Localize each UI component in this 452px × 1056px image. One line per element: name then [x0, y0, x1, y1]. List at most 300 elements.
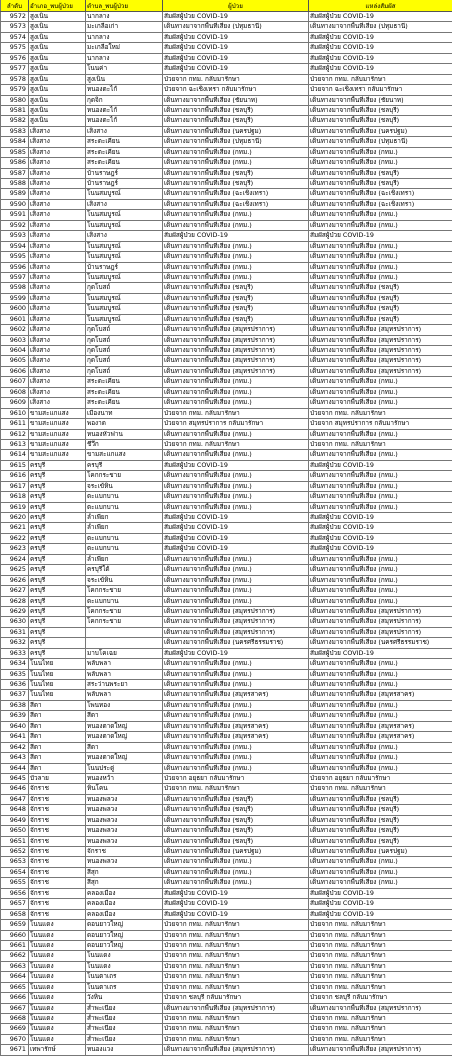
cell-subdistrict: โคกกระชาย	[86, 617, 163, 627]
cell-source: เดินทางมาจากพื้นที่เสี่ยง (สมุทรปราการ)	[309, 325, 452, 335]
cell-district: ขามสะแกแสง	[29, 408, 86, 418]
cell-district: ครบุรี	[29, 554, 86, 564]
table-row	[1, 523, 452, 533]
cell-subdistrict: โคกกระชาย	[86, 586, 163, 596]
table-row	[1, 179, 452, 189]
cell-no: 9572	[1, 12, 29, 22]
table-row	[1, 450, 452, 460]
cell-subdistrict: กุดจิก	[86, 95, 163, 105]
cell-patient: เดินทางมาจากพื้นที่เสี่ยง (สมุทรปราการ)	[163, 1045, 309, 1055]
table-row	[1, 346, 452, 356]
cell-source: เดินทางมาจากพื้นที่เสี่ยง (สมุทรสาคร)	[309, 690, 452, 700]
cell-patient: เดินทางมาจากพื้นที่เสี่ยง (สมุทรปราการ)	[163, 346, 309, 356]
cell-no: 9621	[1, 523, 29, 533]
cell-no: 9629	[1, 606, 29, 616]
cell-source: เดินทางมาจากพื้นที่เสี่ยง (ชลบุรี)	[309, 293, 452, 303]
table-row	[1, 606, 452, 616]
cell-source: เดินทางมาจากพื้นที่เสี่ยง (ชลบุรี)	[309, 304, 452, 314]
cell-no: 9573	[1, 22, 29, 32]
cell-district: โนนแดง	[29, 930, 86, 940]
cell-district: เสิงสาง	[29, 158, 86, 168]
cell-patient: เดินทางมาจากพื้นที่เสี่ยง (สมุทรปราการ)	[163, 1003, 309, 1013]
cell-patient: เดินทางมาจากพื้นที่เสี่ยง (สมุทรสาคร)	[163, 721, 309, 731]
cell-source: ป่วยจาก กทม. กลับมารักษา	[309, 961, 452, 971]
cell-subdistrict: โคกกระชาย	[86, 606, 163, 616]
cell-subdistrict: โพนทอง	[86, 700, 163, 710]
cell-source: เดินทางมาจากพื้นที่เสี่ยง (ปทุมธานี)	[309, 22, 452, 32]
cell-source: เดินทางมาจากพื้นที่เสี่ยง (กทม.)	[309, 398, 452, 408]
cell-no: 9611	[1, 419, 29, 429]
cell-subdistrict: หนองหัวฟาน	[86, 429, 163, 439]
cell-patient: เดินทางมาจากพื้นที่เสี่ยง (ชลบุรี)	[163, 836, 309, 846]
cell-subdistrict: หนองพลวง	[86, 815, 163, 825]
cell-source: เดินทางมาจากพื้นที่เสี่ยง (กทม.)	[309, 575, 452, 585]
cell-district: เสิงสาง	[29, 262, 86, 272]
table-row	[1, 742, 452, 752]
cell-district: โนนแดง	[29, 1034, 86, 1044]
cell-district: สีดา	[29, 763, 86, 773]
header-source: แหล่งสัมผัส	[309, 0, 452, 12]
cell-source: เดินทางมาจากพื้นที่เสี่ยง (ชัยนาท)	[309, 95, 452, 105]
cell-source: เดินทางมาจากพื้นที่เสี่ยง (กทม.)	[309, 387, 452, 397]
cell-patient: เดินทางมาจากพื้นที่เสี่ยง (ชลบุรี)	[163, 105, 309, 115]
cell-source: เดินทางมาจากพื้นที่เสี่ยง (กทม.)	[309, 857, 452, 867]
cell-district: เสิงสาง	[29, 189, 86, 199]
table-row	[1, 356, 452, 366]
cell-patient: ป่วยจาก กทม. กลับมารักษา	[163, 961, 309, 971]
cell-district: สูงเนิน	[29, 85, 86, 95]
table-row	[1, 481, 452, 491]
cell-subdistrict: หนองพลวง	[86, 836, 163, 846]
cell-no: 9658	[1, 909, 29, 919]
cell-source: เดินทางมาจากพื้นที่เสี่ยง (กทม.)	[309, 377, 452, 387]
cell-district: โนนแดง	[29, 940, 86, 950]
cell-subdistrict: หนองแวง	[86, 1045, 163, 1055]
cell-no: 9652	[1, 847, 29, 857]
cell-patient: เดินทางมาจากพื้นที่เสี่ยง (ปทุมธานี)	[163, 137, 309, 147]
cell-no: 9583	[1, 126, 29, 136]
cell-subdistrict: จักราช	[86, 847, 163, 857]
cell-no: 9584	[1, 137, 29, 147]
table-row	[1, 241, 452, 251]
cell-patient: เดินทางมาจากพื้นที่เสี่ยง (ชลบุรี)	[163, 826, 309, 836]
cell-no: 9643	[1, 753, 29, 763]
cell-source: เดินทางมาจากพื้นที่เสี่ยง (ชลบุรี)	[309, 168, 452, 178]
cell-subdistrict: โนนสมบูรณ์	[86, 314, 163, 324]
cell-subdistrict: เมืองนาท	[86, 408, 163, 418]
table-row	[1, 1045, 452, 1055]
cell-patient: เดินทางมาจากพื้นที่เสี่ยง (กทม.)	[163, 272, 309, 282]
table-row	[1, 64, 452, 74]
cell-patient: เดินทางมาจากพื้นที่เสี่ยง (ชลบุรี)	[163, 293, 309, 303]
cell-patient: เดินทางมาจากพื้นที่เสี่ยง (กทม.)	[163, 471, 309, 481]
cell-no: 9618	[1, 492, 29, 502]
cell-district: จักราช	[29, 847, 86, 857]
cell-no: 9580	[1, 95, 29, 105]
cell-source: เดินทางมาจากพื้นที่เสี่ยง (กทม.)	[309, 596, 452, 606]
cell-patient: สัมผัสผู้ป่วย COVID-19	[163, 899, 309, 909]
table-row	[1, 627, 452, 637]
cell-no: 9626	[1, 575, 29, 585]
cell-subdistrict: ดอนยาวใหญ่	[86, 940, 163, 950]
cell-subdistrict: จระเข้หิน	[86, 575, 163, 585]
cell-district: จักราช	[29, 867, 86, 877]
cell-subdistrict: หนองตะไก้	[86, 105, 163, 115]
cell-no: 9656	[1, 888, 29, 898]
cell-patient: ป่วยจาก กทม. กลับมารักษา	[163, 940, 309, 950]
cell-source: สัมผัสผู้ป่วย COVID-19	[309, 53, 452, 63]
cell-subdistrict: โนนสมบูรณ์	[86, 189, 163, 199]
cell-district: เสิงสาง	[29, 210, 86, 220]
cell-subdistrict: โนนสมบูรณ์	[86, 304, 163, 314]
cell-patient: สัมผัสผู้ป่วย COVID-19	[163, 12, 309, 22]
cell-subdistrict: โคกกระชาย	[86, 471, 163, 481]
cell-subdistrict: โนนสมบูรณ์	[86, 210, 163, 220]
cell-district: สูงเนิน	[29, 22, 86, 32]
cell-subdistrict: โนนค่า	[86, 64, 163, 74]
cell-no: 9591	[1, 210, 29, 220]
cell-source: เดินทางมาจากพื้นที่เสี่ยง (สมุทรปราการ)	[309, 356, 452, 366]
cell-district: ครบุรี	[29, 627, 86, 637]
cell-district: บัวลาย	[29, 773, 86, 783]
cell-no: 9669	[1, 1024, 29, 1034]
cell-patient: เดินทางมาจากพื้นที่เสี่ยง (กทม.)	[163, 711, 309, 721]
cell-subdistrict: วังหิน	[86, 993, 163, 1003]
cell-district: จักราช	[29, 878, 86, 888]
cell-subdistrict: ชีวึก	[86, 439, 163, 449]
cell-source: เดินทางมาจากพื้นที่เสี่ยง (กทม.)	[309, 700, 452, 710]
cell-no: 9603	[1, 335, 29, 345]
cell-patient: สัมผัสผู้ป่วย COVID-19	[163, 53, 309, 63]
cell-patient: เดินทางมาจากพื้นที่เสี่ยง (ปทุมธานี)	[163, 22, 309, 32]
cell-subdistrict: กุดโบสถ์	[86, 356, 163, 366]
cell-patient: สัมผัสผู้ป่วย COVID-19	[163, 460, 309, 470]
cell-district: โนนไทย	[29, 659, 86, 669]
cell-subdistrict: คลองเมือง	[86, 899, 163, 909]
cell-patient: เดินทางมาจากพื้นที่เสี่ยง (กทม.)	[163, 158, 309, 168]
cell-no: 9631	[1, 627, 29, 637]
cell-district: ครบุรี	[29, 575, 86, 585]
cell-district: โนนแดง	[29, 1024, 86, 1034]
cell-district: สีดา	[29, 732, 86, 742]
cell-subdistrict: นากลาง	[86, 12, 163, 22]
table-row	[1, 1024, 452, 1034]
cell-district: ครบุรี	[29, 638, 86, 648]
cell-source: เดินทางมาจากพื้นที่เสี่ยง (ชลบุรี)	[309, 116, 452, 126]
cell-district: โนนแดง	[29, 961, 86, 971]
cell-no: 9610	[1, 408, 29, 418]
cell-subdistrict: โนนตาเถร	[86, 982, 163, 992]
cell-district: เสิงสาง	[29, 387, 86, 397]
cell-subdistrict: สระตะเคียน	[86, 147, 163, 157]
cell-subdistrict: หนองหว้า	[86, 773, 163, 783]
cell-source: เดินทางมาจากพื้นที่เสี่ยง (ชลบุรี)	[309, 826, 452, 836]
cell-no: 9582	[1, 116, 29, 126]
cell-patient: เดินทางมาจากพื้นที่เสี่ยง (ชัยนาท)	[163, 95, 309, 105]
table-row	[1, 492, 452, 502]
cell-patient: ป่วยจาก กทม. กลับมารักษา	[163, 982, 309, 992]
cell-district: จักราช	[29, 836, 86, 846]
table-row	[1, 419, 452, 429]
cell-district: ครบุรี	[29, 648, 86, 658]
cell-patient: เดินทางมาจากพื้นที่เสี่ยง (ชลบุรี)	[163, 794, 309, 804]
cell-source: ป่วยจาก กทม. กลับมารักษา	[309, 951, 452, 961]
cell-subdistrict: ตะแบกบาน	[86, 533, 163, 543]
cell-district: จักราช	[29, 815, 86, 825]
cell-no: 9617	[1, 481, 29, 491]
cell-no: 9662	[1, 951, 29, 961]
cell-source: ป่วยจาก กทม. กลับมารักษา	[309, 439, 452, 449]
cell-patient: เดินทางมาจากพื้นที่เสี่ยง (สมุทรปราการ)	[163, 617, 309, 627]
cell-district: สีดา	[29, 711, 86, 721]
table-row	[1, 429, 452, 439]
cell-no: 9605	[1, 356, 29, 366]
cell-source: สัมผัสผู้ป่วย COVID-19	[309, 64, 452, 74]
cell-no: 9599	[1, 293, 29, 303]
cell-patient: เดินทางมาจากพื้นที่เสี่ยง (สมุทรปราการ)	[163, 627, 309, 637]
cell-district: จักราช	[29, 909, 86, 919]
cell-subdistrict: สีดา	[86, 742, 163, 752]
table-row	[1, 815, 452, 825]
cell-no: 9633	[1, 648, 29, 658]
cell-source: เดินทางมาจากพื้นที่เสี่ยง (กทม.)	[309, 878, 452, 888]
table-row	[1, 732, 452, 742]
cell-source: เดินทางมาจากพื้นที่เสี่ยง (สมุทรสาคร)	[309, 721, 452, 731]
cell-subdistrict: สระตะเคียน	[86, 387, 163, 397]
cell-patient: สัมผัสผู้ป่วย COVID-19	[163, 648, 309, 658]
cell-patient: ป่วยจาก กทม. กลับมารักษา	[163, 1024, 309, 1034]
cell-district: เสิงสาง	[29, 231, 86, 241]
table-row	[1, 314, 452, 324]
cell-source: สัมผัสผู้ป่วย COVID-19	[309, 544, 452, 554]
cell-source: ป่วยจาก กทม. กลับมารักษา	[309, 940, 452, 950]
cell-district: เสิงสาง	[29, 147, 86, 157]
cell-district: จักราช	[29, 857, 86, 867]
header-patient: ผู้ป่วย	[163, 0, 309, 12]
cell-source: สัมผัสผู้ป่วย COVID-19	[309, 533, 452, 543]
table-row	[1, 763, 452, 773]
table-row	[1, 847, 452, 857]
cell-no: 9594	[1, 241, 29, 251]
cell-subdistrict: ขามสะแกแสง	[86, 450, 163, 460]
cell-no: 9657	[1, 899, 29, 909]
cell-subdistrict: หนองตาดใหญ่	[86, 753, 163, 763]
cell-no: 9630	[1, 617, 29, 627]
cell-patient: เดินทางมาจากพื้นที่เสี่ยง (กทม.)	[163, 220, 309, 230]
cell-no: 9593	[1, 231, 29, 241]
table-row	[1, 105, 452, 115]
cell-district: สูงเนิน	[29, 53, 86, 63]
table-row	[1, 137, 452, 147]
cell-patient: ป่วยจาก กทม. กลับมารักษา	[163, 1034, 309, 1044]
cell-patient: เดินทางมาจากพื้นที่เสี่ยง (กทม.)	[163, 742, 309, 752]
cell-source: เดินทางมาจากพื้นที่เสี่ยง (สมุทรปราการ)	[309, 627, 452, 637]
table-row	[1, 398, 452, 408]
cell-patient: เดินทางมาจากพื้นที่เสี่ยง (นครศรีธรรมราช)	[163, 638, 309, 648]
table-row	[1, 753, 452, 763]
table-row	[1, 794, 452, 804]
cell-patient: เดินทางมาจากพื้นที่เสี่ยง (กทม.)	[163, 680, 309, 690]
table-row	[1, 210, 452, 220]
cell-subdistrict: บ้านราษฎร์	[86, 168, 163, 178]
cell-district: ครบุรี	[29, 596, 86, 606]
cell-source: ป่วยจาก กทม. กลับมารักษา	[309, 1024, 452, 1034]
cell-district: เสิงสาง	[29, 283, 86, 293]
cell-district: เสิงสาง	[29, 126, 86, 136]
cell-district: เสิงสาง	[29, 220, 86, 230]
cell-district: เสิงสาง	[29, 293, 86, 303]
cell-patient: เดินทางมาจากพื้นที่เสี่ยง (กทม.)	[163, 565, 309, 575]
cell-patient: เดินทางมาจากพื้นที่เสี่ยง (กทม.)	[163, 763, 309, 773]
cell-subdistrict: โนนแดง	[86, 951, 163, 961]
cell-subdistrict: ตะแบกบาน	[86, 596, 163, 606]
cell-patient: เดินทางมาจากพื้นที่เสี่ยง (สมุทรปราการ)	[163, 335, 309, 345]
cell-source: เดินทางมาจากพื้นที่เสี่ยง (กทม.)	[309, 429, 452, 439]
cell-district: ครบุรี	[29, 606, 86, 616]
table-row	[1, 700, 452, 710]
cell-subdistrict: หนองพลวง	[86, 805, 163, 815]
cell-patient: เดินทางมาจากพื้นที่เสี่ยง (สมุทรปราการ)	[163, 606, 309, 616]
cell-patient: เดินทางมาจากพื้นที่เสี่ยง (สมุทรสาคร)	[163, 732, 309, 742]
table-row	[1, 586, 452, 596]
cell-source: ป่วยจาก กทม. กลับมารักษา	[309, 982, 452, 992]
table-row	[1, 387, 452, 397]
cell-patient: สัมผัสผู้ป่วย COVID-19	[163, 909, 309, 919]
cell-district: ขามสะแกแสง	[29, 429, 86, 439]
cell-district: เสิงสาง	[29, 346, 86, 356]
cell-no: 9592	[1, 220, 29, 230]
cell-patient: เดินทางมาจากพื้นที่เสี่ยง (กทม.)	[163, 502, 309, 512]
cell-no: 9590	[1, 199, 29, 209]
cell-patient: เดินทางมาจากพื้นที่เสี่ยง (สมุทรปราการ)	[163, 325, 309, 335]
cell-district: เสิงสาง	[29, 325, 86, 335]
cell-patient: ป่วยจาก สมุทรปราการ กลับมารักษา	[163, 419, 309, 429]
cell-patient: เดินทางมาจากพื้นที่เสี่ยง (กทม.)	[163, 481, 309, 491]
cell-no: 9636	[1, 680, 29, 690]
cell-subdistrict: คลองเมือง	[86, 888, 163, 898]
cell-no: 9640	[1, 721, 29, 731]
cell-district: สีดา	[29, 753, 86, 763]
cell-district: โนนแดง	[29, 972, 86, 982]
cell-district: จักราช	[29, 899, 86, 909]
cell-no: 9585	[1, 147, 29, 157]
cell-subdistrict: โนนสมบูรณ์	[86, 220, 163, 230]
cell-district: โนนไทย	[29, 680, 86, 690]
cell-district: เสิงสาง	[29, 168, 86, 178]
cell-subdistrict: มะเกลือใหม่	[86, 43, 163, 53]
table-row	[1, 1014, 452, 1024]
cell-subdistrict: โนนแดง	[86, 961, 163, 971]
cell-source: เดินทางมาจากพื้นที่เสี่ยง (กทม.)	[309, 471, 452, 481]
cell-subdistrict: โนนสมบูรณ์	[86, 252, 163, 262]
cell-subdistrict: สูงเนิน	[86, 74, 163, 84]
cell-no: 9637	[1, 690, 29, 700]
cell-no: 9589	[1, 189, 29, 199]
cell-patient: เดินทางมาจากพื้นที่เสี่ยง (กทม.)	[163, 398, 309, 408]
table-row	[1, 168, 452, 178]
cell-no: 9620	[1, 513, 29, 523]
cell-subdistrict: เสิงสาง	[86, 126, 163, 136]
cell-source: ป่วยจาก กทม. กลับมารักษา	[309, 74, 452, 84]
cell-source: สัมผัสผู้ป่วย COVID-19	[309, 648, 452, 658]
cell-source: เดินทางมาจากพื้นที่เสี่ยง (กทม.)	[309, 272, 452, 282]
table-row	[1, 43, 452, 53]
cell-no: 9644	[1, 763, 29, 773]
table-row	[1, 408, 452, 418]
cell-district: เสิงสาง	[29, 314, 86, 324]
cell-subdistrict: พลับพลา	[86, 690, 163, 700]
table-row	[1, 888, 452, 898]
cell-source: เดินทางมาจากพื้นที่เสี่ยง (ฉะเชิงเทรา)	[309, 199, 452, 209]
cell-patient: สัมผัสผู้ป่วย COVID-19	[163, 888, 309, 898]
table-row	[1, 533, 452, 543]
cell-source: เดินทางมาจากพื้นที่เสี่ยง (กทม.)	[309, 252, 452, 262]
table-row	[1, 293, 452, 303]
cell-subdistrict: บ้านราษฎร์	[86, 262, 163, 272]
cell-source: เดินทางมาจากพื้นที่เสี่ยง (กทม.)	[309, 711, 452, 721]
table-row	[1, 930, 452, 940]
cell-source: เดินทางมาจากพื้นที่เสี่ยง (ชลบุรี)	[309, 105, 452, 115]
cell-source: เดินทางมาจากพื้นที่เสี่ยง (นครศรีธรรมราช)	[309, 638, 452, 648]
cell-subdistrict: ครบุรีใต้	[86, 565, 163, 575]
table-row	[1, 502, 452, 512]
cell-subdistrict: เสิงสาง	[86, 199, 163, 209]
cell-patient: ป่วยจาก ฉะเชิงเทรา กลับมารักษา	[163, 85, 309, 95]
cell-patient: เดินทางมาจากพื้นที่เสี่ยง (สมุทรปราการ)	[163, 366, 309, 376]
cell-no: 9638	[1, 700, 29, 710]
table-row	[1, 220, 452, 230]
cell-patient: ป่วยจาก กทม. กลับมารักษา	[163, 784, 309, 794]
table-row	[1, 565, 452, 575]
cell-patient: ป่วยจาก กทม. กลับมารักษา	[163, 920, 309, 930]
cell-source: เดินทางมาจากพื้นที่เสี่ยง (สมุทรปราการ)	[309, 606, 452, 616]
cell-subdistrict: เสิงสาง	[86, 231, 163, 241]
table-row	[1, 638, 452, 648]
cell-source: ป่วยจาก อยุธยา กลับมารักษา	[309, 773, 452, 783]
header-district: อำเภอ_พบผู้ป่วย	[29, 0, 86, 12]
cell-patient: ป่วยจาก กทม. กลับมารักษา	[163, 972, 309, 982]
cell-source: เดินทางมาจากพื้นที่เสี่ยง (กทม.)	[309, 481, 452, 491]
cell-district: โนนไทย	[29, 669, 86, 679]
cell-district: ครบุรี	[29, 481, 86, 491]
cell-district: ขามสะแกแสง	[29, 450, 86, 460]
cell-no: 9579	[1, 85, 29, 95]
cell-patient: เดินทางมาจากพื้นที่เสี่ยง (กทม.)	[163, 147, 309, 157]
table-row	[1, 304, 452, 314]
table-row	[1, 993, 452, 1003]
header-no: ลำดับ	[1, 0, 29, 12]
table-row	[1, 460, 452, 470]
table-row	[1, 325, 452, 335]
cell-patient: ป่วยจาก อยุธยา กลับมารักษา	[163, 773, 309, 783]
cell-source: เดินทางมาจากพื้นที่เสี่ยง (สมุทรปราการ)	[309, 617, 452, 627]
cell-source: เดินทางมาจากพื้นที่เสี่ยง (นครปฐม)	[309, 847, 452, 857]
table-row	[1, 189, 452, 199]
cell-patient: เดินทางมาจากพื้นที่เสี่ยง (กทม.)	[163, 450, 309, 460]
cell-patient: เดินทางมาจากพื้นที่เสี่ยง (ชลบุรี)	[163, 304, 309, 314]
cell-no: 9649	[1, 815, 29, 825]
cell-no: 9664	[1, 972, 29, 982]
cell-source: ป่วยจาก ชลบุรี กลับมารักษา	[309, 993, 452, 1003]
cell-no: 9665	[1, 982, 29, 992]
cell-district: ขามสะแกแสง	[29, 419, 86, 429]
table-row	[1, 836, 452, 846]
cell-district: จักราช	[29, 794, 86, 804]
cell-district: เสิงสาง	[29, 137, 86, 147]
table-row	[1, 272, 452, 282]
cell-source: เดินทางมาจากพื้นที่เสี่ยง (กทม.)	[309, 753, 452, 763]
table-row	[1, 335, 452, 345]
